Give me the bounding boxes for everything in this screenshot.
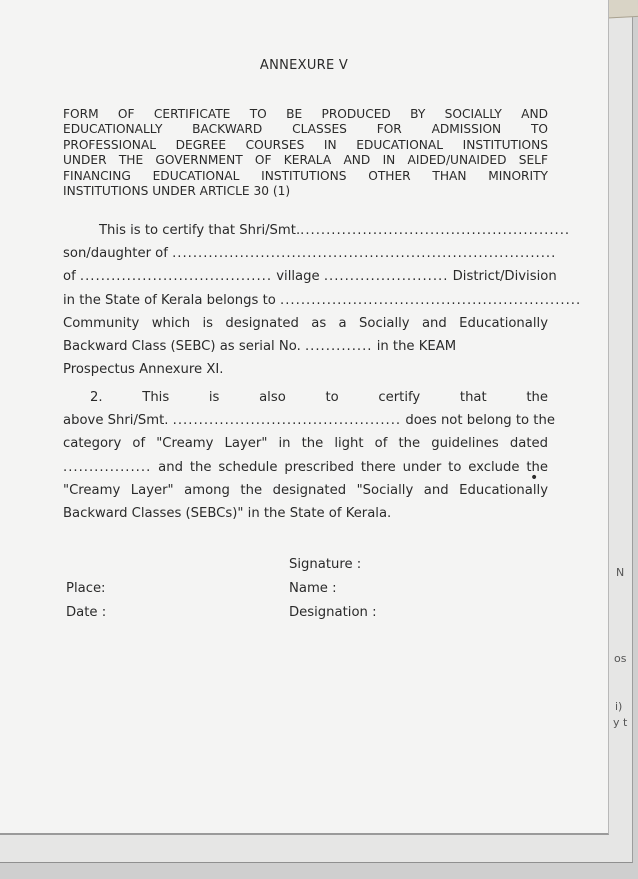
title-line: FORM OF CERTIFICATE TO BE PRODUCED BY SOCIALLY AND: [63, 107, 548, 121]
blank-village: .....................................: [79, 269, 273, 285]
blank-name-2: ............................................: [172, 413, 402, 429]
p1-line-5: Community which is designated as a Socially and Educationally: [63, 315, 548, 331]
title-line: UNDER THE GOVERNMENT OF KERALA AND IN AIDED/UNAIDED SELF: [63, 153, 548, 168]
blank-parent: ..........................................................................: [172, 246, 557, 262]
p2-line-1: 2. This is also to certify that the: [90, 390, 548, 405]
p1-line-1: This is to certify that Shri/Smt.....................................................: [99, 223, 571, 238]
designation-label: Designation :: [289, 605, 377, 620]
title-line: FINANCING EDUCATIONAL INSTITUTIONS OTHER THAN MINORITY: [63, 168, 548, 183]
edge-mark: y t: [613, 716, 628, 729]
p1-line-3: of ..................................... village ........................ District/Division: [63, 269, 557, 285]
blank-community: ..........................................................: [280, 292, 582, 308]
blank-serial: .............: [304, 339, 373, 355]
blank-name: ....................................................: [300, 223, 571, 238]
place-label: Place:: [66, 581, 106, 596]
p2-line-3: category of "Creamy Layer" in the light of the guidelines dated: [63, 436, 548, 452]
p1-line-2: son/daughter of ..........................................................................: [63, 246, 557, 262]
p1-line-6: Backward Class (SEBC) as serial No. ............. in the KEAM: [63, 339, 457, 355]
p1-line-7: Prospectus Annexure XI.: [63, 362, 224, 378]
signature-label: Signature :: [289, 557, 362, 572]
p2-line-6: Backward Classes (SEBCs)" in the State of Kerala.: [63, 506, 392, 522]
blank-district: ........................: [323, 269, 449, 285]
blank-date: .................: [63, 459, 152, 475]
p2-line-4: ................. and the schedule prescribed there under to exclude the: [63, 459, 548, 475]
title-line: INSTITUTIONS UNDER ARTICLE 30 (1): [63, 184, 291, 199]
edge-mark: os: [614, 652, 627, 665]
title-line: EDUCATIONALLY BACKWARD CLASSES FOR ADMISSION TO: [63, 122, 548, 137]
stray-dot: •: [530, 470, 539, 486]
date-label: Date :: [66, 605, 107, 620]
title-line: PROFESSIONAL DEGREE COURSES IN EDUCATIONAL INSTITUTIONS: [63, 137, 548, 152]
edge-mark: N: [616, 566, 625, 579]
paragraph-2: [63, 386, 555, 525]
p1-line-4: in the State of Kerala belongs to ..........................................................: [63, 292, 582, 308]
edge-mark: i): [615, 700, 623, 713]
p2-line-5: "Creamy Layer" among the designated "Socially and Educationally: [63, 482, 548, 498]
paragraph-1: [63, 219, 582, 381]
annexure-heading: ANNEXURE V: [259, 58, 349, 73]
name-label: Name :: [289, 581, 337, 596]
p2-line-2: above Shri/Smt. ............................................ does not belong to the: [63, 413, 555, 429]
form-title: [63, 107, 548, 199]
